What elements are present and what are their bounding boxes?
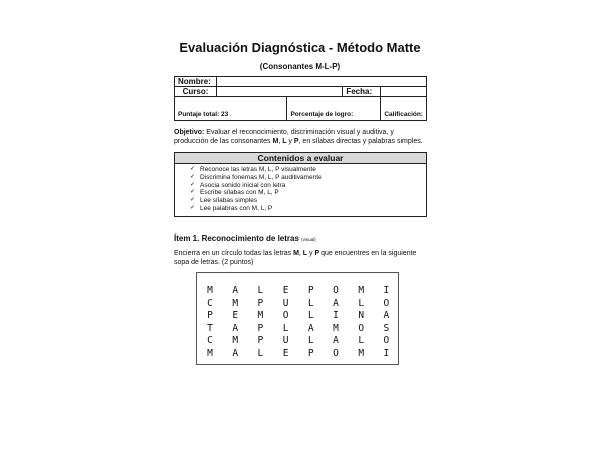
check-icon: ✓ [190, 166, 196, 172]
check-icon: ✓ [190, 181, 196, 188]
nombre-field[interactable] [217, 77, 427, 87]
soup-letter[interactable]: S [383, 322, 390, 334]
instr-text-1: Encierra en un círculo todas las letras [174, 250, 294, 257]
instr-sep-1: , [298, 250, 303, 257]
list-item [190, 205, 426, 213]
soup-row [205, 323, 393, 334]
soup-letter[interactable]: O [282, 310, 289, 322]
check-icon: ✓ [190, 173, 196, 180]
soup-letter[interactable]: L [307, 335, 314, 347]
objective-letter-p: P [293, 137, 299, 145]
item-1-title [174, 234, 316, 243]
item-1-tag: (visual) [301, 237, 316, 242]
instr-text-2: que encuentres en la siguiente sopa de letras. (2 puntos) [174, 250, 417, 266]
page-title: Evaluación Diagnóstica - Método Matte [179, 40, 421, 55]
soup-letter[interactable]: M [358, 348, 365, 359]
page-subtitle: (Consonantes M-L-P) [259, 62, 341, 71]
soup-letter[interactable]: P [207, 310, 213, 322]
soup-letter[interactable]: A [383, 310, 390, 322]
soup-letter[interactable]: A [333, 297, 339, 309]
soup-letter[interactable]: M [232, 297, 239, 309]
puntaje-total: Puntaje total: 23 [175, 97, 287, 121]
objective-text-2: , en sílabas directas y palabras simples. [298, 137, 423, 145]
objective-paragraph [174, 129, 429, 146]
soup-letter[interactable]: O [333, 285, 339, 296]
soup-letter[interactable]: C [207, 335, 213, 347]
list-item [190, 189, 426, 197]
word-soup-grid [196, 272, 399, 365]
nombre-label: Nombre: [175, 77, 217, 87]
soup-letter[interactable]: E [282, 285, 289, 296]
soup-letter[interactable]: I [383, 285, 390, 296]
soup-letter[interactable]: L [257, 348, 264, 359]
calificacion: Calificación: [381, 97, 427, 121]
soup-letter[interactable]: C [207, 297, 213, 309]
soup-letter[interactable]: I [383, 348, 390, 359]
soup-letter[interactable]: M [207, 285, 213, 296]
soup-letter[interactable]: L [257, 285, 264, 296]
soup-row [205, 310, 393, 321]
instr-letter-p: P [314, 250, 320, 257]
list-item [190, 174, 426, 182]
list-item [190, 182, 426, 190]
soup-letter[interactable]: U [282, 335, 289, 347]
soup-letter[interactable]: N [358, 310, 365, 322]
objective-sep-1: , [278, 137, 283, 145]
list-item-text: Reconoce las letras M, L, P visualmente [200, 166, 316, 173]
soup-letter[interactable]: M [257, 310, 264, 322]
soup-letter[interactable]: U [282, 297, 289, 309]
item-1-title-text: Ítem 1. Reconocimiento de letras [174, 234, 302, 243]
soup-letter[interactable]: M [207, 348, 213, 359]
soup-letter[interactable]: P [257, 322, 264, 334]
soup-row [205, 285, 393, 296]
soup-letter[interactable]: T [207, 322, 213, 334]
student-info-table [174, 76, 427, 121]
check-icon: ✓ [190, 197, 196, 204]
soup-row [205, 298, 393, 309]
soup-letter[interactable]: M [358, 285, 365, 296]
soup-letter[interactable]: A [333, 335, 339, 347]
soup-letter[interactable]: L [358, 335, 365, 347]
fecha-label: Fecha: [343, 87, 381, 97]
fecha-field[interactable] [381, 87, 427, 97]
soup-row [205, 335, 393, 346]
soup-letter[interactable]: A [232, 285, 239, 296]
contenidos-box [174, 152, 427, 217]
check-icon: ✓ [190, 204, 196, 211]
soup-letter[interactable]: L [358, 297, 365, 309]
soup-letter[interactable]: A [232, 348, 239, 359]
objective-sep-2: y [286, 137, 294, 145]
instr-sep-2: y [307, 250, 315, 257]
curso-field[interactable] [217, 87, 343, 97]
list-item-text: Asocia sonido inicial con letra [200, 181, 286, 189]
objective-letter-m: M [272, 137, 279, 145]
soup-letter[interactable]: E [282, 348, 289, 359]
soup-letter[interactable]: P [257, 335, 264, 347]
list-item-text: Discrimina fonemas M, L, P auditivamente [200, 173, 322, 181]
list-item [190, 166, 426, 174]
soup-letter[interactable]: M [232, 335, 239, 347]
soup-letter[interactable]: E [232, 310, 239, 322]
contenidos-heading: Contenidos a evaluar [175, 153, 426, 164]
soup-letter[interactable]: P [257, 297, 264, 309]
instr-letter-l: L [302, 250, 308, 257]
porcentaje-logro: Porcentaje de logro: [287, 97, 381, 121]
objective-label: Objetivo: [174, 129, 205, 136]
list-item-text: Lee sílabas simples [200, 197, 258, 205]
soup-letter[interactable]: P [307, 285, 314, 296]
objective-text-1: Evaluar el reconocimiento, discriminación visual y auditiva, y producción de las consonantes [174, 129, 394, 145]
instr-letter-m: M [293, 250, 299, 257]
soup-letter[interactable]: O [383, 335, 390, 347]
soup-letter[interactable]: L [307, 297, 314, 309]
item-1-instructions [174, 250, 429, 267]
soup-letter[interactable]: I [333, 310, 339, 322]
soup-letter[interactable]: L [307, 310, 314, 322]
contenidos-list [175, 164, 426, 213]
check-icon: ✓ [190, 189, 196, 196]
soup-letter[interactable]: L [282, 322, 289, 334]
soup-row [205, 348, 393, 359]
soup-letter[interactable]: A [232, 322, 239, 334]
soup-letter[interactable]: A [307, 322, 314, 334]
list-item-text: Lee palabras con M, L, P [200, 204, 273, 212]
objective-letter-l: L [282, 137, 287, 145]
soup-letter[interactable]: P [307, 348, 314, 359]
soup-letter[interactable]: O [383, 297, 390, 309]
soup-letter[interactable]: O [358, 322, 365, 334]
soup-letter[interactable]: M [333, 322, 339, 334]
list-item [190, 197, 426, 205]
curso-label: Curso: [175, 87, 217, 97]
soup-letter[interactable]: O [333, 348, 339, 359]
list-item-text: Escribe sílabas con M, L, P [200, 189, 279, 197]
